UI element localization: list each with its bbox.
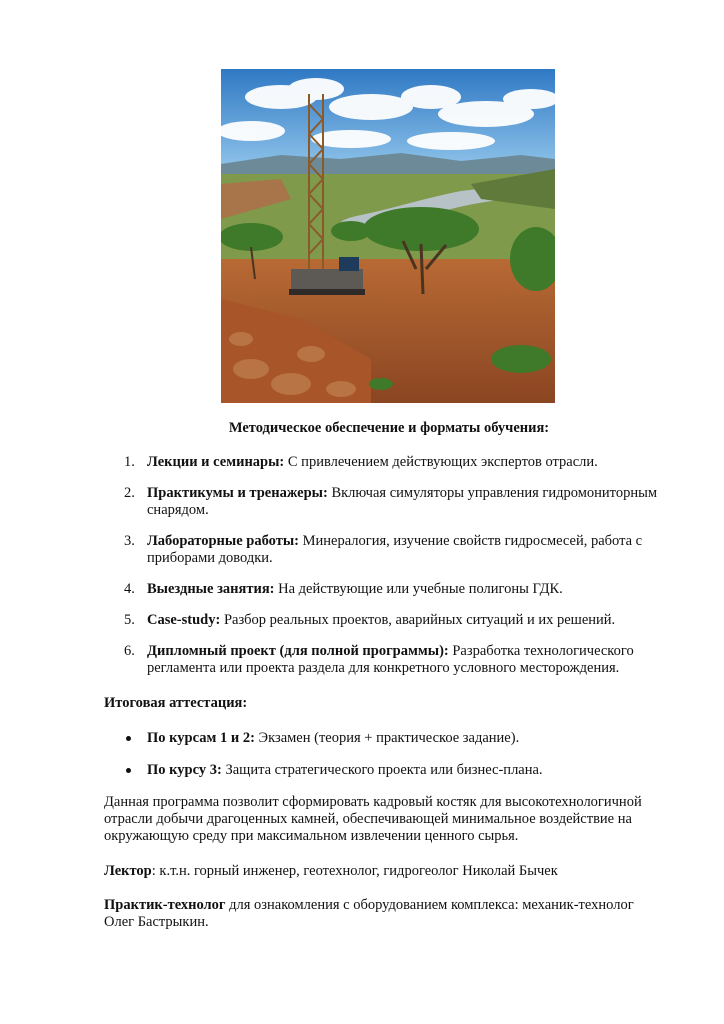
practitioner-text: для ознакомления с оборудованием комплекса: механик-технолог Олег Бастрыкин.	[104, 897, 634, 930]
list-item-text: Разработка технологического регламента или проекта раздела для конкретного условного месторождения.	[147, 643, 634, 676]
list-item-number: 4.	[124, 581, 135, 597]
list-item-text: Включая симуляторы управления гидромониторным снарядом.	[147, 485, 658, 518]
practitioner-label: Практик-технолог	[104, 897, 226, 913]
list-item-number: 6.	[124, 643, 135, 659]
bullet-icon	[126, 768, 131, 773]
list-item-number: 2.	[124, 485, 135, 501]
list-item	[104, 454, 674, 471]
list-item-title: Дипломный проект (для полной программы):	[147, 643, 449, 659]
bullet-item-text: Экзамен (теория + практическое задание).	[254, 730, 520, 746]
attestation-list	[104, 730, 674, 794]
list-item-text: С привлечением действующих экспертов отрасли.	[284, 454, 598, 470]
list-item-title: Практикумы и тренажеры:	[147, 485, 328, 501]
list-item	[104, 533, 674, 567]
practitioner-paragraph	[104, 897, 664, 931]
list-item	[104, 643, 674, 677]
list-item	[104, 581, 674, 598]
bullet-item-title: По курсам 1 и 2:	[147, 730, 255, 746]
list-item-text: Разбор реальных проектов, аварийных ситуаций и их решений.	[220, 612, 616, 628]
summary-paragraph: Данная программа позволит сформировать кадровый костяк для высокотехнологичной отрасли добычи драгоценных камней, обеспечивающей минимальное воздействие на окружающую среду при максимальном извлечении ценного сырья.	[104, 794, 642, 844]
lecturer-paragraph	[104, 863, 664, 880]
attestation-title: Итоговая аттестация:	[104, 695, 248, 711]
page-heading-text: Методическое обеспечение и форматы обучения:	[228, 420, 550, 436]
list-item	[104, 485, 674, 519]
bullet-item-title: По курсу 3:	[147, 762, 222, 778]
list-item-text: На действующие или учебные полигоны ГДК.	[274, 581, 563, 597]
page-heading	[0, 420, 724, 437]
list-item-title: Выездные занятия:	[147, 581, 275, 597]
bullet-item	[104, 762, 674, 779]
bullet-icon	[126, 736, 131, 741]
list-item-text: Минералогия, изучение свойств гидросмесей, работа с приборами доводки.	[147, 533, 643, 566]
list-item-title: Case-study:	[147, 612, 221, 628]
drilling-rig-photo	[221, 69, 555, 403]
bullet-item	[104, 730, 674, 747]
list-item-number: 3.	[124, 533, 135, 549]
list-item-number: 5.	[124, 612, 135, 628]
list-item-title: Лекции и семинары:	[147, 454, 285, 470]
list-item	[104, 612, 674, 629]
list-item-number: 1.	[124, 454, 135, 470]
list-item-title: Лабораторные работы:	[147, 533, 299, 549]
lecturer-text: : к.т.н. горный инженер, геотехнолог, гидрогеолог Николай Бычек	[151, 863, 558, 879]
bullet-item-text: Защита стратегического проекта или бизнес-плана.	[221, 762, 543, 778]
lecturer-label: Лектор	[104, 863, 152, 879]
training-formats-list	[104, 454, 674, 691]
